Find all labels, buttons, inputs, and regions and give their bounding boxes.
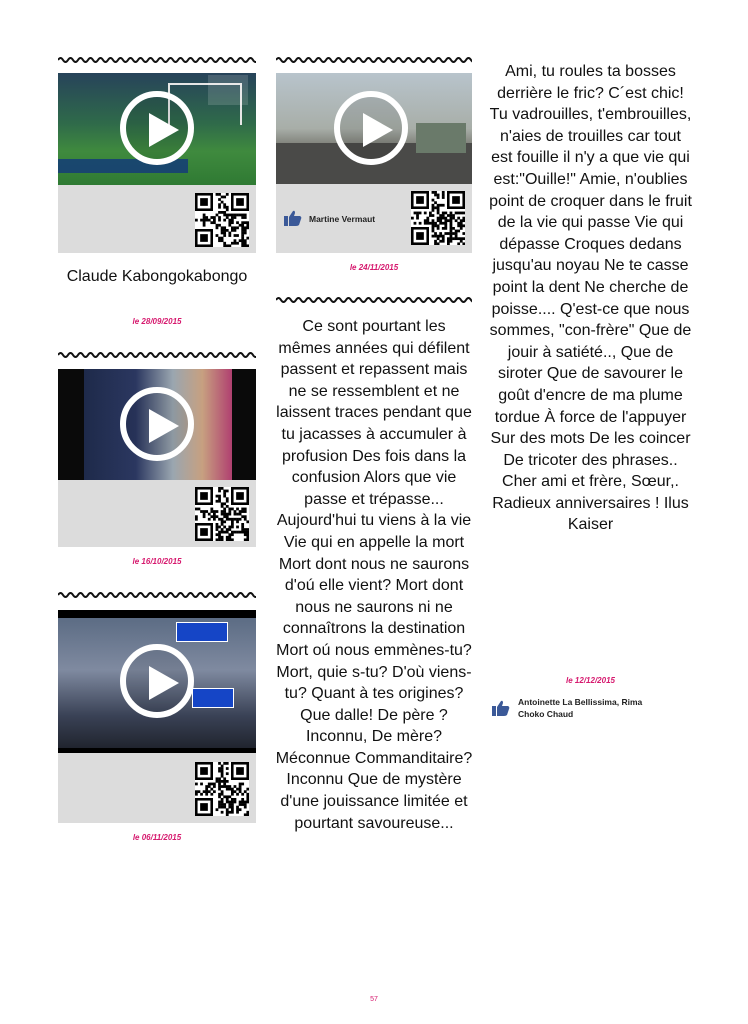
like-icon xyxy=(492,700,510,716)
post-date: le 12/12/2015 xyxy=(566,676,615,685)
wave-divider xyxy=(58,350,256,360)
post-date: le 16/10/2015 xyxy=(132,557,182,566)
video-thumbnail[interactable] xyxy=(58,73,256,185)
video-caption: Claude Kabongokabongo xyxy=(66,268,248,285)
qr-code xyxy=(411,191,465,245)
video-card[interactable] xyxy=(58,73,256,253)
wave-divider xyxy=(58,55,256,65)
play-icon xyxy=(145,111,181,149)
video-thumbnail[interactable] xyxy=(58,610,256,753)
like-names[interactable]: Antoinette La Bellissima, Rima Choko Chaud xyxy=(518,697,643,719)
play-icon xyxy=(145,664,181,702)
play-button[interactable] xyxy=(120,387,194,461)
wave-divider xyxy=(276,295,472,305)
video-thumbnail[interactable] xyxy=(58,369,256,480)
video-thumbnail[interactable] xyxy=(276,73,472,184)
wave-divider xyxy=(58,590,256,600)
wave-divider xyxy=(276,55,472,65)
like-names[interactable]: Martine Vermaut xyxy=(309,214,376,224)
play-button[interactable] xyxy=(120,644,194,718)
play-icon xyxy=(145,407,181,445)
post-date: le 06/11/2015 xyxy=(132,833,182,842)
qr-code xyxy=(195,762,249,816)
video-card[interactable] xyxy=(58,369,256,547)
post-date: le 24/11/2015 xyxy=(349,263,399,272)
page-number: 57 xyxy=(370,996,378,1003)
post-date: le 28/09/2015 xyxy=(132,317,182,326)
play-button[interactable] xyxy=(120,91,194,165)
video-card[interactable] xyxy=(276,73,472,253)
play-button[interactable] xyxy=(334,91,408,165)
poem-text: Ami, tu roules ta bosses derrière le fric? C´est chic! Tu vadrouilles, t'embrouilles, n'aies de trouilles car tout est fouille il n'y a que vie qui est:"Ouille!" Amie, n'oublies point de croquer dans le fruit de la vie qui passe Vie qui dépasse Croques dedans jusqu'au noyau Ne te casse point la dent Ne cherche de poisse.... Q'est-ce que nous sommes, "con-frère" Que de jouir à satiété.., Que de siroter Que de savourer le goût d'encre de ma plume tordue À force de l'appuyer Sur des mots De les coincer De tricoter des phrases.. Cher ami et frère, Sœur,. Radieux anniversaires ! Ilus Kaiser xyxy=(489,63,692,534)
play-icon xyxy=(359,111,395,149)
qr-code xyxy=(195,487,249,541)
poem-text: Ce sont pourtant les mêmes années qui défilent passent et repassent mais ne se ressemblent et ne laissent traces pendant que tu jacasses à accumuler à profusion Des fois dans la confusion Alors que vie passe et trépasse... Aujourd'hui tu viens à la vie Vie qui en appelle la mort Mort dont nous ne saurons d'oú elle vient? Mort dont nous ne saurons ni ne connaîtrons la destination Mort oú nous emmènes-tu? Mort, quie s-tu? D'où viens-tu? Quant à tes origines? Que dalle! De père ? Inconnu, De mère? Méconnue Commanditaire? Inconnu Que de mystère d'une jouissance limitée et pourtant savoureuse... xyxy=(275,318,473,832)
like-icon xyxy=(284,210,302,226)
video-card[interactable] xyxy=(58,610,256,823)
qr-code xyxy=(195,193,249,247)
